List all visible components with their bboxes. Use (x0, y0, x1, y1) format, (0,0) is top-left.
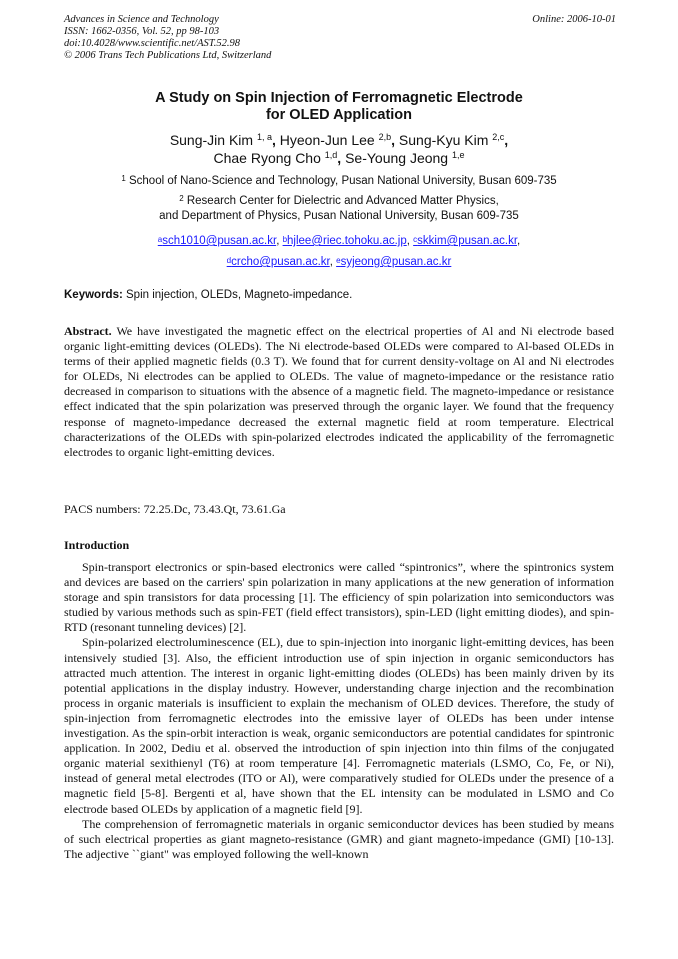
author-name: Sung-Kyu Kim (398, 132, 489, 148)
keywords (64, 288, 616, 303)
email-link[interactable]: $^e$syjeong@pusan.ac.kr (336, 256, 452, 268)
author-name: Se-Young Jeong (345, 150, 449, 166)
paragraph: Spin-polarized electroluminescence (EL), due to spin-injection into inorganic light-emitting devices, has been intensively studied [3]. Also, the efficient introduction use of spin injection in organic semiconductors has attracted much attention. The interest in organic light-emitting diodes (OLEDs) has been mainly driven by its potential applications in the display industry. However, understanding charge injection and the recombination process in organic materials is insufficient to explain the mechanism of OLED devices. Therefore, the study of spin-injection from ferromagnetic electrodes into the emissive layer of OLEDs has been under intense investigation. As the spin-orbit interaction is weak, organic semiconductors are potential candidates for spintronic application. In 2002, Dediu et al. observed the introduction of spin injection into thin films of the conjugated organic material sexithienyl (T6) at room temperature [4]. Ferromagnetic materials (LSMO, Co, Fe, or Ni), instead of general metal electrodes (ITO or Al), were comparatively studied for OLEDs under the presence of a magnetic field [5-8]. Bergenti et al, have shown that the EL intensity can be modulated in LSMO and Co electrode based OLEDs by application of a magnetic field [9]. (64, 635, 614, 816)
abstract-label: Abstract. (64, 324, 112, 338)
author-list (64, 131, 614, 167)
affiliation-number: 1 (121, 174, 126, 183)
email-link[interactable]: $^d$crcho@pusan.ac.kr (226, 256, 330, 268)
title-line-2: for OLED Application (265, 107, 413, 123)
abstract (64, 324, 614, 460)
author-name: Hyeon-Jun Lee (279, 132, 375, 148)
paragraph: Spin-transport electronics or spin-based electronics were called “spintronics”, where the spintronics system and devices are based on the carriers' spin polarization in many applications at the new generation of information storage and spin transistors for data processing [1]. The efficiency of spin polarization into semiconductors was studied by various methods such as spin-FET (field effect transistors), spin-LED (light emitting diodes), and spin-RTD (resonant tunneling devices) [2]. (64, 560, 614, 635)
title-line-1: A Study on Spin Injection of Ferromagnetic Electrode (155, 90, 523, 106)
abstract-text: We have investigated the magnetic effect on the electrical properties of Al and Ni electrode based organic light-emitting devices (OLEDs). The Ni electrode-based OLEDs were compared to Al-based OLEDs in terms of their applied magnetic fields (0.3 T). We found that for current density-voltage on Al and Ni electrodes for OLEDs, Ni electrodes can be applied to OLEDs. The value of magneto-impedance or the resistance ratio decreased in comparison to situations with the absence of a magnetic field. The magneto-impedance or resistance effect indicated that the spin polarization was preserved through the organic layer. We found that the frequency response of magneto-impedance decreased the external magnetic field at room temperature. Electrical characterizations of the OLEDs with spin-polarized electrodes indicated the applicability of the ferromagnetic electrodes to organic light-emitting devices. (64, 324, 614, 459)
author-affil-sup: 1, a (256, 132, 272, 142)
affiliation-text: and Department of Physics, Pusan National University, Busan 609-735 (159, 210, 519, 222)
affiliation-1 (64, 174, 614, 189)
paragraph: The comprehension of ferromagnetic materials in organic semiconductor devices has been studied by means of such electrical properties as giant magneto-resistance (GMR) and giant magneto-impedance (GMI) [10-13]. The adjective ``giant" was employed following the well-known (64, 816, 614, 861)
keywords-text: Spin injection, OLEDs, Magneto-impedance. (126, 289, 353, 301)
online-date: Online: 2006-10-01 (532, 14, 616, 25)
author-affil-sup: 1,d (324, 150, 338, 160)
doi-line: doi:10.4028/www.scientific.net/AST.52.98 (64, 38, 241, 49)
copyright-line: © 2006 Trans Tech Publications Ltd, Switzerland (64, 50, 272, 61)
email-link[interactable]: $^c$skkim@pusan.ac.kr (413, 235, 518, 247)
keywords-label: Keywords: (64, 289, 123, 301)
author-name: Sung-Jin Kim (169, 132, 254, 148)
email-list: $^a$sch1010@pusan.ac.kr, $^b$hjlee@riec.tohoku.ac.jp, $^c$skkim@pusan.ac.kr, $^d$crcho@pusan.ac.kr, $^e$syjeong@pusan.ac.kr (157, 235, 521, 268)
author-name: Chae Ryong Cho (213, 150, 321, 166)
introduction-heading: Introduction (64, 538, 130, 552)
email-link[interactable]: $^b$hjlee@riec.tohoku.ac.jp (282, 235, 407, 247)
issn-line: ISSN: 1662-0356, Vol. 52, pp 98-103 (64, 26, 220, 37)
email-link[interactable]: $^a$sch1010@pusan.ac.kr (157, 235, 277, 247)
paper-title (64, 90, 614, 124)
affiliation-text: Research Center for Dielectric and Advanced Matter Physics, (186, 195, 499, 207)
affiliation-text: School of Nano-Science and Technology, Pusan National University, Busan 609-735 (128, 175, 557, 187)
authors-line-2: Chae Ryong Cho $^{1,d}$, Se-Young Jeong $^{1,e}$ (213, 150, 465, 166)
author-affil-sup: 1,e (452, 150, 465, 160)
journal-name: Advances in Science and Technology (64, 14, 219, 25)
introduction-body (64, 560, 614, 862)
author-affil-sup: 2,b (378, 132, 392, 142)
author-affil-sup: 2,c (492, 132, 505, 142)
affiliation-2 (64, 194, 614, 224)
affiliation-number: 2 (179, 194, 184, 203)
running-header (64, 14, 616, 62)
pacs-numbers: PACS numbers: 72.25.Dc, 73.43.Qt, 73.61.Ga (64, 502, 286, 516)
authors-line-1: Sung-Jin Kim $^{1, a}$, Hyeon-Jun Lee $^{2,b}$, Sung-Kyu Kim $^{2,c}$, (169, 132, 509, 148)
